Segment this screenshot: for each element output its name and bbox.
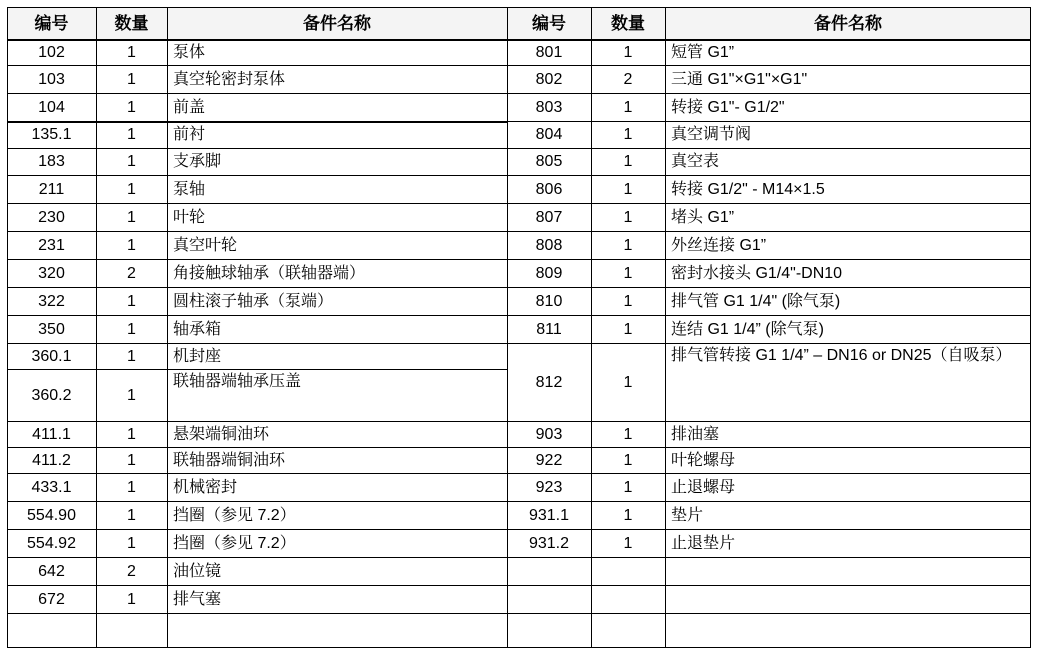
right-part-name: 真空调节阀 <box>671 126 752 143</box>
left-part-name: 真空轮密封泵体 <box>173 70 286 88</box>
left-part-code: 411.2 <box>32 451 71 469</box>
right-part-name: 连结 G1 1/4” (除气泵) <box>671 320 824 338</box>
right-part-code: 923 <box>535 478 563 496</box>
left-part-code: 642 <box>38 562 65 580</box>
left-part-code: 411.1 <box>32 425 71 443</box>
left-part-qty: 1 <box>127 425 136 443</box>
right-part-qty: 1 <box>623 425 633 443</box>
left-part-name: 挡圈（参见 7.2） <box>173 534 296 552</box>
left-part-code: 360.2 <box>31 386 72 404</box>
left-part-code: 104 <box>38 98 65 116</box>
left-part-name: 圆柱滚子轴承（泵端） <box>173 292 334 310</box>
left-part-code: 211 <box>38 180 65 198</box>
left-part-code: 320 <box>38 264 65 282</box>
right-part-qty: 1 <box>623 478 633 496</box>
left-part-qty: 2 <box>127 562 136 580</box>
left-part-name: 真空叶轮 <box>173 236 238 254</box>
left-part-code: 135.1 <box>31 126 72 143</box>
right-part-name: 转接 G1"- G1/2" <box>671 98 785 116</box>
left-part-name: 挡圈（参见 7.2） <box>173 506 296 524</box>
left-part-code: 230 <box>38 208 65 226</box>
right-part-name: 短管 G1” <box>671 43 735 61</box>
right-part-name: 真空表 <box>671 153 720 170</box>
right-part-code: 811 <box>536 320 562 338</box>
header-left-code: 编号 <box>7 7 96 39</box>
right-part-code: 931.1 <box>528 506 570 524</box>
left-part-code: 350 <box>38 320 65 338</box>
right-part-name: 叶轮螺母 <box>671 451 736 469</box>
left-part-qty: 1 <box>127 208 136 226</box>
left-part-code: 183 <box>38 153 65 170</box>
left-part-qty: 1 <box>127 70 136 88</box>
left-part-qty: 1 <box>127 43 136 61</box>
right-part-qty: 1 <box>623 43 633 61</box>
left-part-qty: 1 <box>127 180 136 198</box>
right-part-name: 排气管转接 G1 1/4” – DN16 or DN25（自吸泵） <box>671 347 1012 364</box>
right-part-name: 三通 G1"×G1"×G1" <box>671 70 808 88</box>
right-part-name: 密封水接头 G1/4"-DN10 <box>671 264 843 282</box>
right-part-name: 止退垫片 <box>671 534 736 552</box>
right-part-name: 排油塞 <box>671 425 720 443</box>
left-part-qty: 1 <box>127 478 136 496</box>
right-part-qty: 1 <box>623 264 633 282</box>
left-part-qty: 1 <box>127 153 136 170</box>
left-part-name: 机封座 <box>173 347 222 365</box>
right-part-qty: 1 <box>623 451 633 469</box>
right-part-qty: 1 <box>623 126 633 143</box>
right-part-code: 809 <box>535 264 563 282</box>
left-part-name: 联轴器端轴承压盖 <box>173 373 302 390</box>
left-part-qty: 1 <box>127 320 136 338</box>
right-part-name: 止退螺母 <box>671 478 736 496</box>
left-part-qty: 1 <box>127 590 136 608</box>
left-part-name: 前衬 <box>173 126 206 143</box>
left-part-name: 叶轮 <box>173 208 206 226</box>
right-part-qty: 1 <box>623 98 633 116</box>
left-part-qty: 1 <box>127 292 136 310</box>
left-part-name: 机械密封 <box>173 478 238 496</box>
right-part-name: 转接 G1/2" - M14×1.5 <box>671 180 825 198</box>
header-right-name: 备件名称 <box>665 7 1031 39</box>
header-right-code: 编号 <box>507 7 591 39</box>
right-part-code: 810 <box>535 292 563 310</box>
left-part-qty: 1 <box>127 126 136 143</box>
left-part-code: 103 <box>38 70 65 88</box>
right-part-code: 804 <box>535 126 563 143</box>
right-part-name: 垫片 <box>671 506 704 524</box>
left-part-qty: 1 <box>127 386 136 404</box>
left-part-code: 322 <box>38 292 65 310</box>
left-part-name: 轴承箱 <box>173 320 222 338</box>
right-part-name: 排气管 G1 1/4" (除气泵) <box>671 292 841 310</box>
spare-parts-table <box>7 7 1031 648</box>
right-part-qty: 1 <box>623 320 633 338</box>
left-part-code: 554.92 <box>27 534 76 552</box>
right-part-qty: 1 <box>623 153 633 170</box>
right-part-qty: 1 <box>623 208 633 226</box>
right-part-code: 807 <box>535 208 563 226</box>
right-part-code: 808 <box>535 236 563 254</box>
right-part-name: 外丝连接 G1” <box>671 236 767 254</box>
left-part-name: 悬架端铜油环 <box>173 425 270 443</box>
right-part-qty: 1 <box>623 506 633 524</box>
left-part-code: 672 <box>38 590 65 608</box>
right-part-qty: 1 <box>623 292 633 310</box>
header-right-qty: 数量 <box>591 7 665 39</box>
right-part-code: 931.2 <box>528 534 570 552</box>
right-part-name: 堵头 G1” <box>671 208 735 226</box>
header-left-name: 备件名称 <box>167 7 507 39</box>
right-part-code: 806 <box>535 180 563 198</box>
left-part-qty: 2 <box>127 264 136 282</box>
right-part-code: 812 <box>535 373 563 391</box>
right-part-code: 903 <box>535 425 563 443</box>
left-part-qty: 1 <box>127 506 136 524</box>
right-part-code: 802 <box>535 70 563 88</box>
left-part-qty: 1 <box>127 451 136 469</box>
header-left-qty: 数量 <box>96 7 167 39</box>
left-part-name: 排气塞 <box>173 590 222 608</box>
left-part-name: 联轴器端铜油环 <box>173 451 286 469</box>
right-part-qty: 1 <box>623 534 633 552</box>
left-part-name: 泵体 <box>173 43 206 61</box>
left-part-qty: 1 <box>127 98 136 116</box>
left-part-code: 360.1 <box>31 347 72 365</box>
left-part-name: 角接触球轴承（联轴器端） <box>173 264 366 282</box>
left-part-qty: 1 <box>127 347 136 365</box>
right-part-code: 805 <box>535 153 563 170</box>
left-part-code: 554.90 <box>27 506 76 524</box>
right-part-qty: 2 <box>623 70 633 88</box>
left-part-qty: 1 <box>127 236 136 254</box>
right-part-qty: 1 <box>623 180 633 198</box>
left-part-code: 433.1 <box>31 478 72 496</box>
right-part-code: 922 <box>535 451 563 469</box>
right-part-qty: 1 <box>623 373 633 391</box>
table-border <box>7 7 1031 648</box>
right-part-code: 801 <box>535 43 563 61</box>
left-part-name: 油位镜 <box>173 562 222 580</box>
left-part-code: 231 <box>38 236 65 254</box>
left-part-name: 泵轴 <box>173 180 206 198</box>
left-part-qty: 1 <box>127 534 136 552</box>
left-part-code: 102 <box>38 43 65 61</box>
right-part-code: 803 <box>535 98 563 116</box>
left-part-name: 前盖 <box>173 98 206 116</box>
left-part-name: 支承脚 <box>173 153 222 170</box>
right-part-qty: 1 <box>623 236 633 254</box>
